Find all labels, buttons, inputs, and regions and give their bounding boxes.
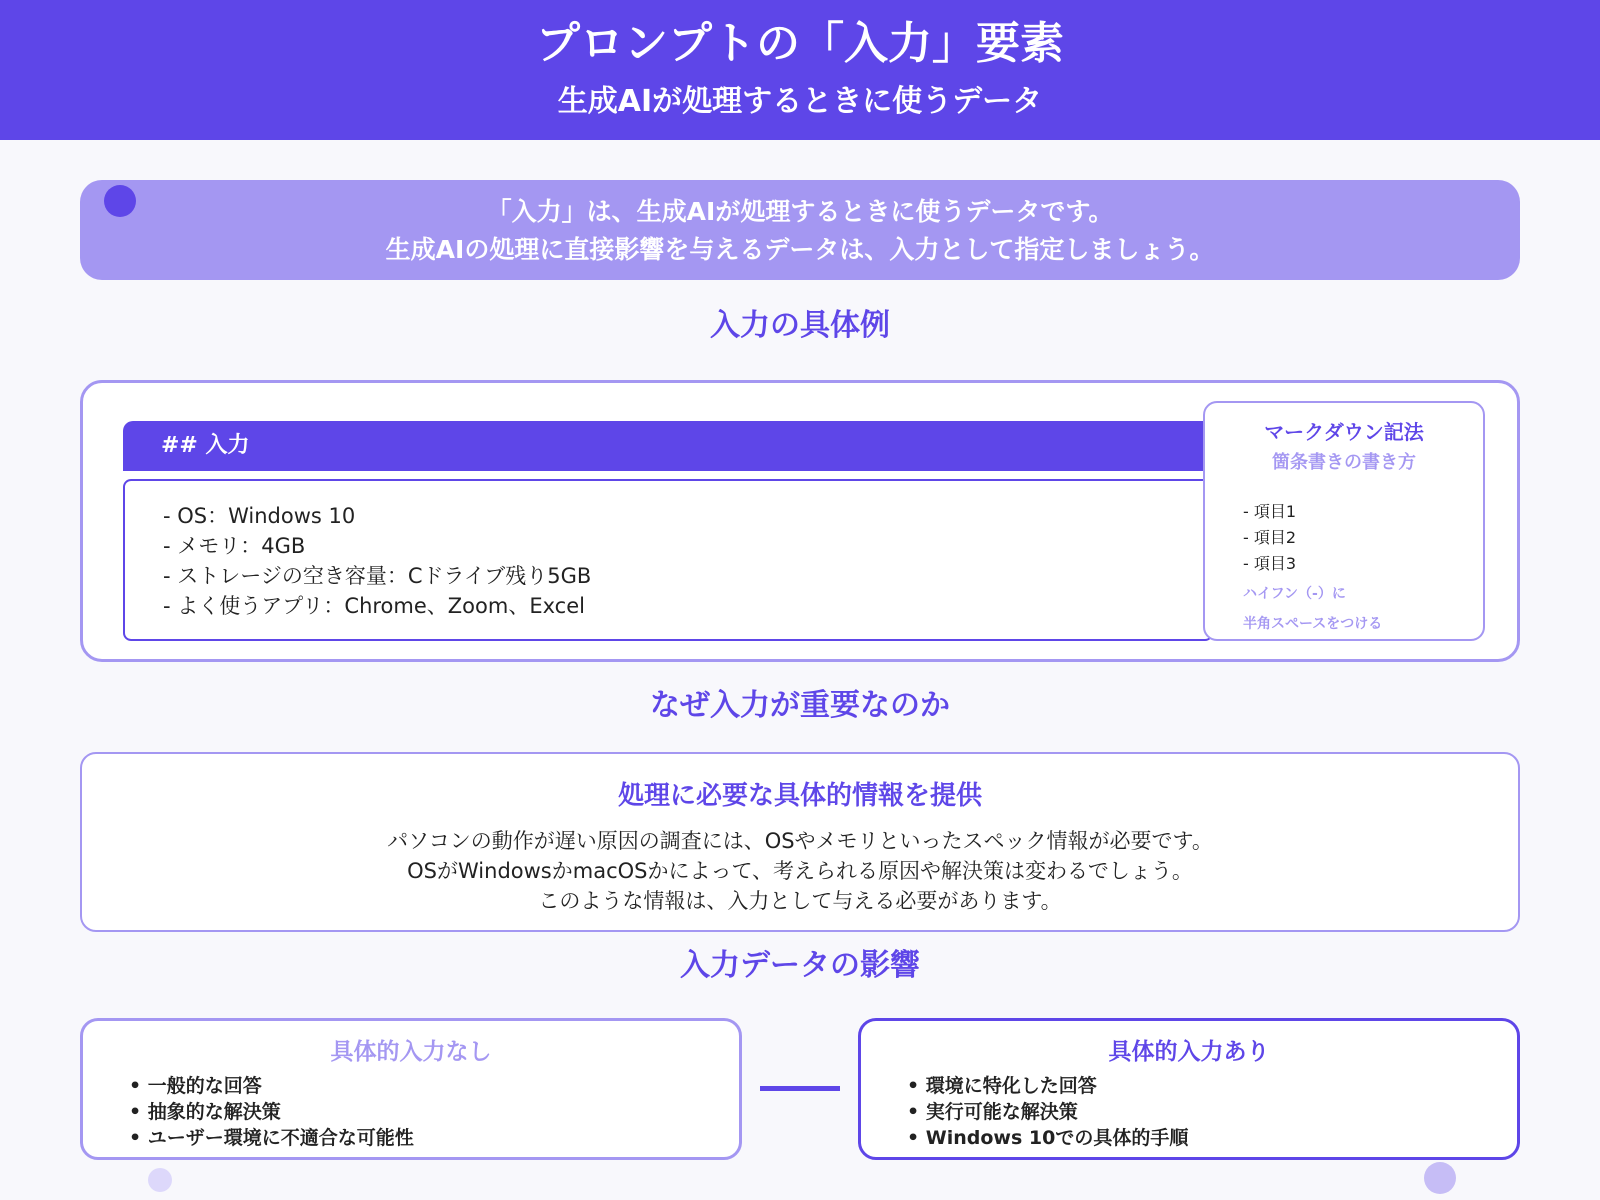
list-item: • 環境に特化した回答 xyxy=(907,1073,1188,1099)
list-item: • ユーザー環境に不適合な可能性 xyxy=(129,1125,414,1151)
note-item: - 項目2 xyxy=(1243,528,1297,547)
code-line: - ストレージの空き容量：Cドライブ残り5GB xyxy=(163,564,592,588)
intro-line-2: 生成AIの処理に直接影響を与えるデータは、入力として指定しましょう。 xyxy=(385,235,1215,264)
list-item: • 一般的な回答 xyxy=(129,1073,414,1099)
example-card xyxy=(80,380,1520,662)
markdown-note xyxy=(1203,401,1485,641)
note-title: マークダウン記法 xyxy=(1264,420,1424,444)
why-line: パソコンの動作が遅い原因の調査には、OSやメモリといったスペック情報が必要です。 xyxy=(387,829,1213,853)
list-item: • Windows 10での具体的手順 xyxy=(907,1125,1188,1151)
intro-line-1: 「入力」は、生成AIが処理するときに使うデータです。 xyxy=(486,197,1114,226)
without-input-card xyxy=(80,1018,742,1160)
code-line: - よく使うアプリ：Chrome、Zoom、Excel xyxy=(163,594,585,618)
without-input-title: 具体的入力なし xyxy=(330,1039,492,1065)
why-section-title: なぜ入力が重要なのか xyxy=(650,688,950,723)
list-item: • 抽象的な解決策 xyxy=(129,1099,414,1125)
note-hint xyxy=(1243,579,1382,639)
page-header xyxy=(0,0,1600,140)
code-line: - OS：Windows 10 xyxy=(163,504,356,528)
note-items xyxy=(1243,499,1296,577)
why-card-title: 処理に必要な具体的情報を提供 xyxy=(617,781,982,811)
note-hint-line-1: ハイフン（-）に xyxy=(1243,586,1346,602)
with-input-title: 具体的入力あり xyxy=(1108,1039,1270,1065)
with-input-card xyxy=(858,1018,1520,1160)
note-subtitle: 箇条書きの書き方 xyxy=(1272,452,1416,473)
decorative-dot-icon xyxy=(148,1168,172,1192)
comparison-connector xyxy=(760,1086,840,1091)
code-header: ## 入力 xyxy=(123,421,1213,471)
note-item: - 項目1 xyxy=(1243,502,1297,521)
note-item: - 項目3 xyxy=(1243,554,1297,573)
page-subtitle: 生成AIが処理するときに使うデータ xyxy=(557,84,1043,119)
why-line: このような情報は、入力として与える必要があります。 xyxy=(538,889,1062,913)
why-card xyxy=(80,752,1520,932)
without-input-list xyxy=(129,1073,414,1151)
why-line: OSがWindowsかmacOSかによって、考えられる原因や解決策は変わるでしょう。 xyxy=(407,859,1193,883)
page-title: プロンプトの「入力」要素 xyxy=(536,18,1064,69)
list-item: • 実行可能な解決策 xyxy=(907,1099,1188,1125)
decorative-dot-icon xyxy=(1424,1162,1456,1194)
impact-section-title: 入力データの影響 xyxy=(680,948,920,983)
code-line: - メモリ：4GB xyxy=(163,534,306,558)
code-body xyxy=(123,479,1213,641)
intro-banner xyxy=(80,180,1520,280)
with-input-list xyxy=(907,1073,1188,1151)
why-card-body xyxy=(82,826,1518,916)
example-section-title: 入力の具体例 xyxy=(710,308,890,343)
note-hint-line-2: 半角スペースをつける xyxy=(1243,616,1383,632)
